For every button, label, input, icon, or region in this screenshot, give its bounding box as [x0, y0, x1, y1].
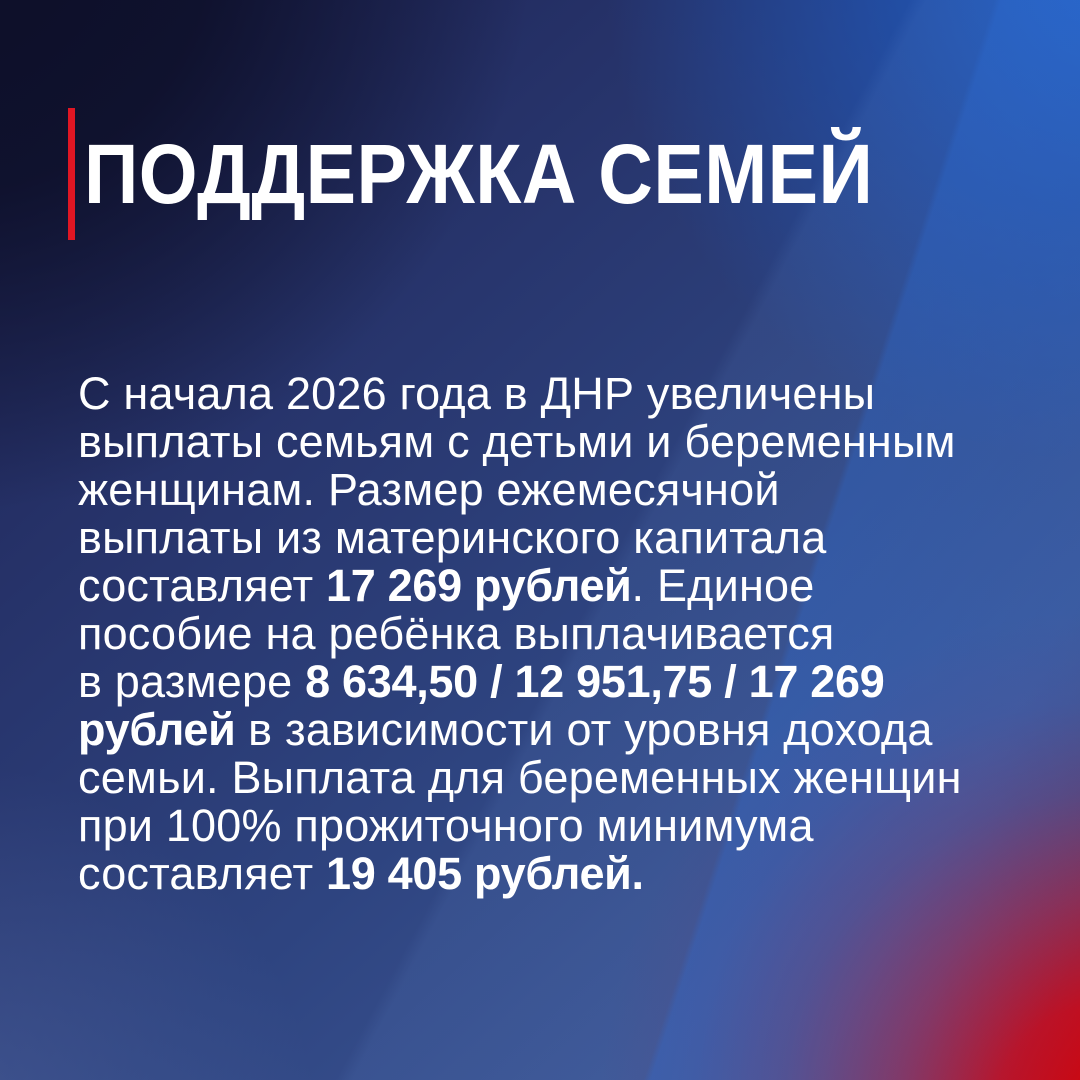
body-line: выплаты семьям с детьми и беременным: [78, 416, 956, 467]
body-line: женщинам. Размер ежемесячной: [78, 464, 780, 515]
body-line: при 100% прожиточного минимума: [78, 800, 814, 851]
title-accent-bar: [68, 108, 75, 240]
body-paragraph: [78, 370, 962, 898]
body-line: составляет 17 269 рублей. Единое: [78, 560, 815, 611]
body-line: С начала 2026 года в ДНР увеличены: [78, 368, 876, 419]
page-title: ПОДДЕРЖКА СЕМЕЙ: [84, 127, 874, 221]
body-line: пособие на ребёнка выплачивается: [78, 608, 835, 659]
body-line: выплаты из материнского капитала: [78, 512, 827, 563]
body-line: составляет 19 405 рублей.: [78, 848, 644, 899]
body-line: в размере 8 634,50 / 12 951,75 / 17 269: [78, 656, 885, 707]
body-line: рублей в зависимости от уровня дохода: [78, 704, 933, 755]
body-line: семьи. Выплата для беременных женщин: [78, 752, 962, 803]
